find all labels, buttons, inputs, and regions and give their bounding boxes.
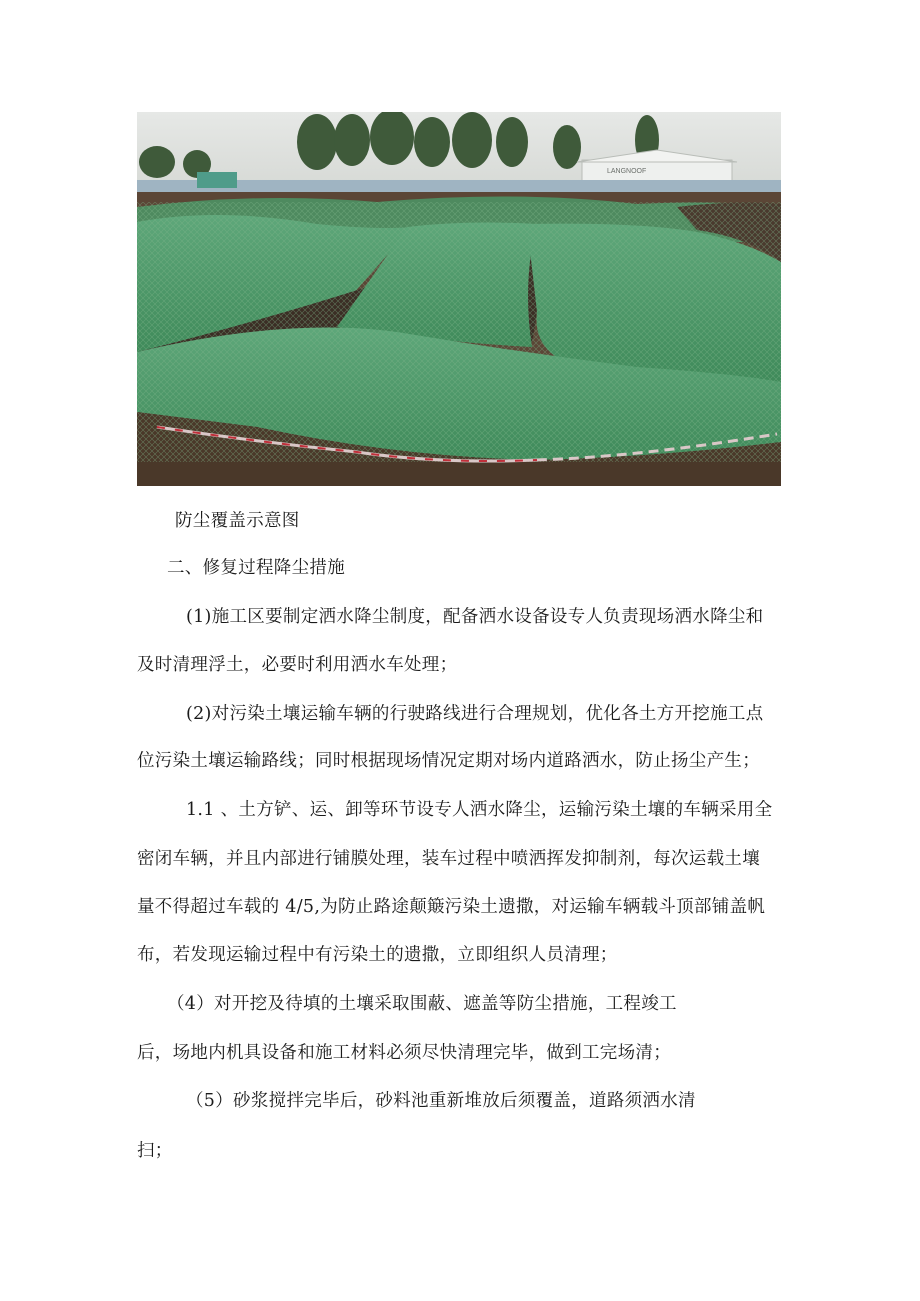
paragraph-3-line-1: 1.1 、土方铲、运、卸等环节设专人洒水降尘，运输污染土壤的车辆采用全 [186,800,773,820]
paragraph-3-line-2: 密闭车辆，并且内部进行铺膜处理，装车过程中喷洒挥发抑制剂，每次运载土壤 [137,849,760,869]
paragraph-2-line-1: (2)对污染土壤运输车辆的行驶路线进行合理规划，优化各土方开挖施工点 [186,704,764,724]
paragraph-5-line-1: （5）砂浆搅拌完毕后，砂料池重新堆放后须覆盖，道路须洒水清 [186,1091,696,1111]
paragraph-1-line-2: 及时清理浮土，必要时利用洒水车处理； [137,655,458,675]
paragraph-1-line-1: (1)施工区要制定洒水降尘制度，配备洒水设备设专人负责现场洒水降尘和 [186,607,764,627]
paragraph-4-line-2: 后，场地内机具设备和施工材料必须尽快清理完毕，做到工完场清； [137,1043,671,1063]
paragraph-4-line-1: （4）对开挖及待填的土壤采取围蔽、遮盖等防尘措施，工程竣工 [167,994,677,1014]
paragraph-3-line-4: 布，若发现运输过程中有污染土的遗撒，立即组织人员清理； [137,945,618,965]
paragraph-3-line-3: 量不得超过车载的 4/5,为防止路途颠簸污染土遗撒，对运输车辆载斗顶部铺盖帆 [137,897,766,917]
section-heading: 二、修复过程降尘措施 [167,558,345,578]
dust-cover-photo [137,112,781,486]
paragraph-2-line-2: 位污染土壤运输路线；同时根据现场情况定期对场内道路洒水，防止扬尘产生； [137,751,760,771]
paragraph-5-line-2: 扫； [137,1141,173,1161]
figure-caption: 防尘覆盖示意图 [175,511,300,531]
building-sign: LANGNOOF [607,168,647,175]
